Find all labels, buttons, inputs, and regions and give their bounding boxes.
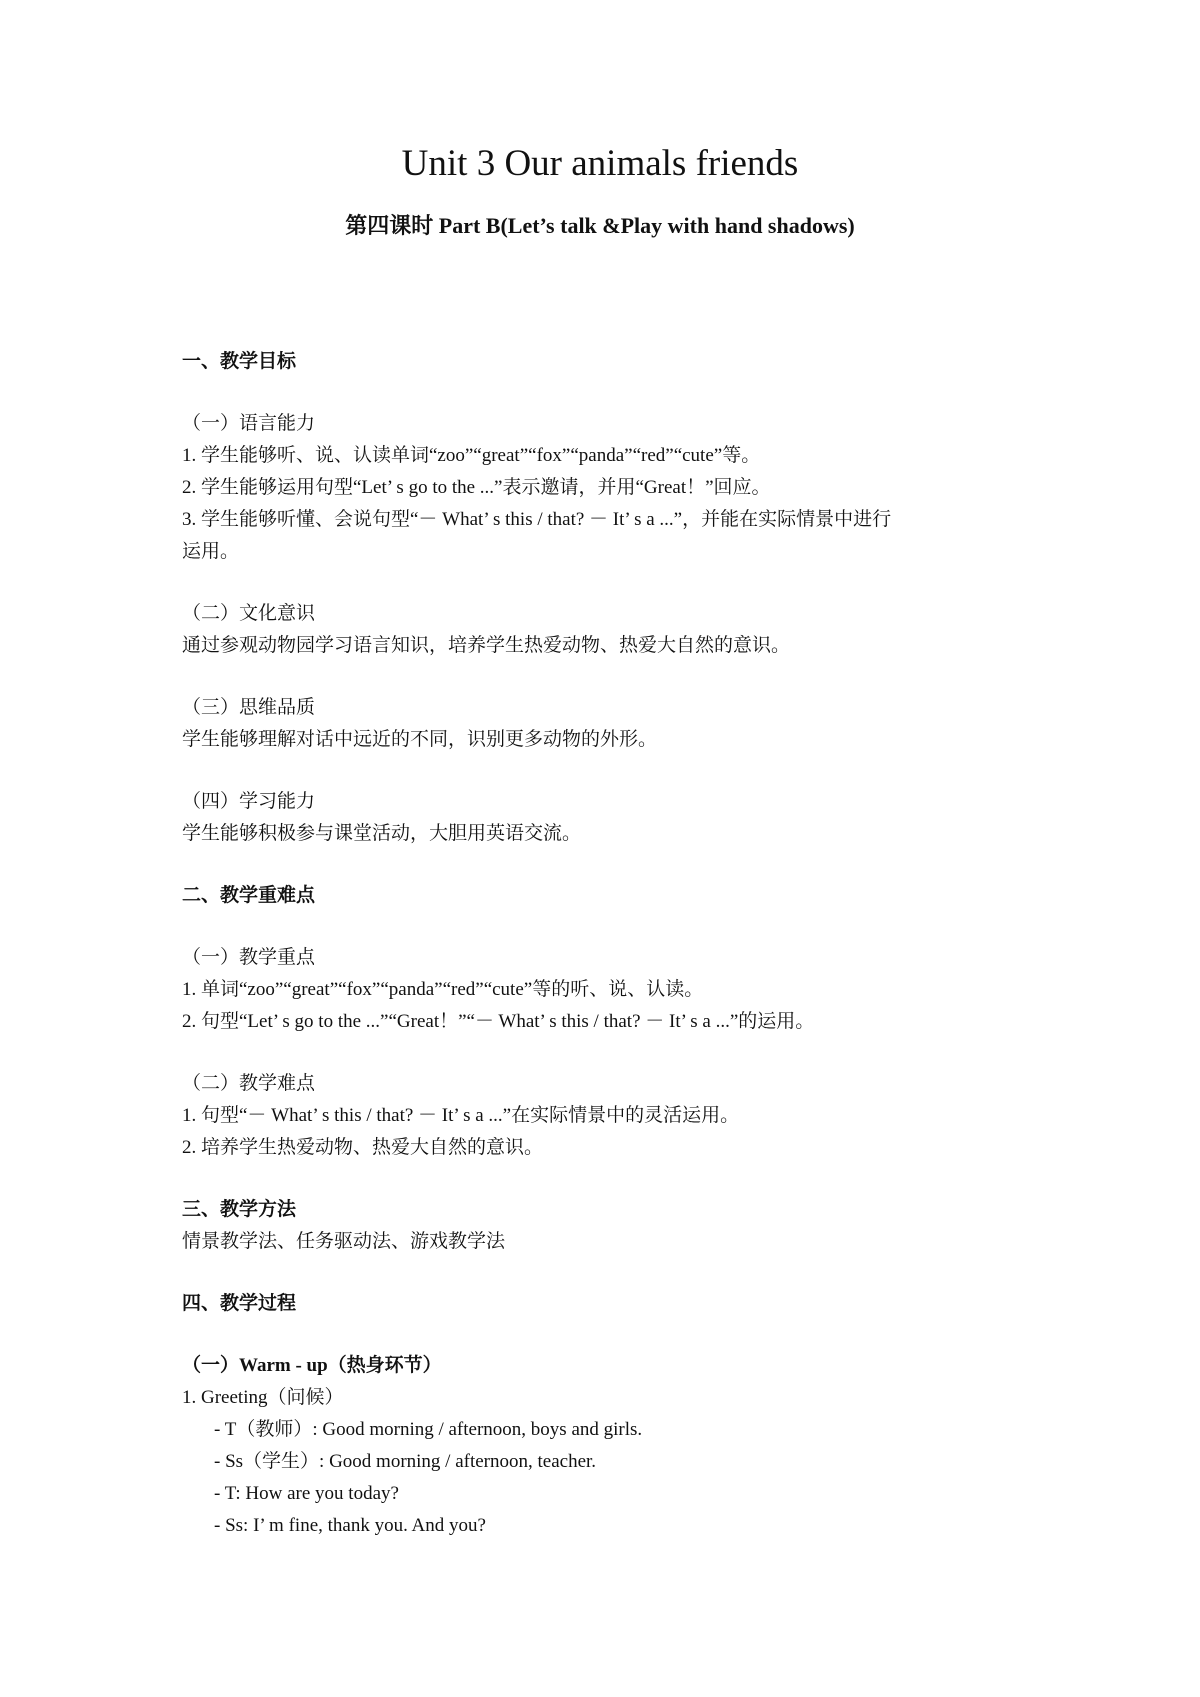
dialogue-line: - T: How are you today? <box>214 1483 399 1504</box>
subsection-heading-learning: （四）学习能力 <box>182 791 316 812</box>
section-heading-key-points: 二、教学重难点 <box>182 885 316 906</box>
list-item: 1. 句型“－ What’ s this / that? － It’ s a ...”在实际情景中的灵活运用。 <box>182 1105 740 1126</box>
section-heading-objectives: 一、教学目标 <box>182 351 297 372</box>
subsection-heading-language: （一）语言能力 <box>182 413 316 434</box>
paragraph: 情景教学法、任务驱动法、游戏教学法 <box>182 1231 506 1252</box>
paragraph: 学生能够理解对话中远近的不同，识别更多动物的外形。 <box>182 729 658 750</box>
dialogue-line: - T（教师）: Good morning / afternoon, boys and girls. <box>214 1419 643 1440</box>
subsection-heading-warmup: （一）Warm - up（热身环节） <box>182 1355 442 1376</box>
subsection-heading-focus: （一）教学重点 <box>182 947 316 968</box>
paragraph: 通过参观动物园学习语言知识，培养学生热爱动物、热爱大自然的意识。 <box>182 635 791 656</box>
subsection-heading-thinking: （三）思维品质 <box>182 697 316 718</box>
paragraph: 学生能够积极参与课堂活动，大胆用英语交流。 <box>182 823 582 844</box>
section-heading-process: 四、教学过程 <box>182 1293 297 1314</box>
list-item: 2. 学生能够运用句型“Let’ s go to the ...”表示邀请，并用“Great！”回应。 <box>182 477 771 498</box>
section-heading-methods: 三、教学方法 <box>182 1199 297 1220</box>
list-item: 2. 培养学生热爱动物、热爱大自然的意识。 <box>182 1137 544 1158</box>
list-item: 2. 句型“Let’ s go to the ...”“Great！”“－ What’ s this / that? － It’ s a ...”的运用。 <box>182 1011 815 1032</box>
document-title: Unit 3 Our animals friends <box>401 143 799 184</box>
document-body <box>182 346 1032 1542</box>
subsection-heading-culture: （二）文化意识 <box>182 603 316 624</box>
list-item: 3. 学生能够听懂、会说句型“－ What’ s this / that? － It’ s a ...”，并能在实际情景中进行 <box>182 509 892 530</box>
dialogue-line: - Ss: I’ m fine, thank you. And you? <box>214 1515 486 1536</box>
document-subtitle: 第四课时 Part B(Let’s talk &Play with hand shadows) <box>345 213 855 238</box>
list-item: 1. 单词“zoo”“great”“fox”“panda”“red”“cute”等的听、说、认读。 <box>182 979 704 1000</box>
list-item: 1. Greeting（问候） <box>182 1387 344 1408</box>
list-item: 1. 学生能够听、说、认读单词“zoo”“great”“fox”“panda”“red”“cute”等。 <box>182 445 761 466</box>
dialogue-line: - Ss（学生）: Good morning / afternoon, teacher. <box>214 1451 597 1472</box>
subsection-heading-difficulty: （二）教学难点 <box>182 1073 316 1094</box>
list-item-continuation: 运用。 <box>182 541 240 562</box>
